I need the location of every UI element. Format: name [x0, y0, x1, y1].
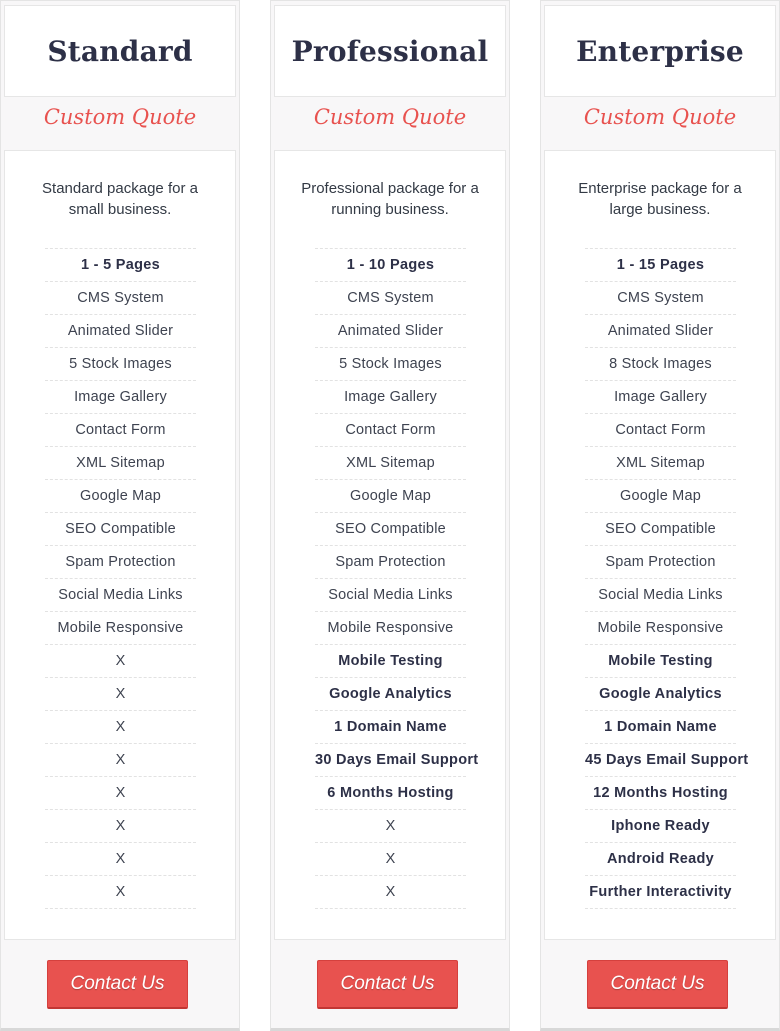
plan-description: Professional package for a running business.	[301, 180, 479, 218]
feature-item: Contact Form	[45, 414, 196, 447]
plan-description: Enterprise package for a large business.	[578, 180, 742, 218]
feature-unavailable: X	[315, 810, 466, 843]
feature-unavailable: X	[45, 810, 196, 843]
contact-us-button[interactable]: Contact Us	[47, 960, 188, 1009]
feature-list	[45, 248, 196, 909]
feature-item: 6 Months Hosting	[315, 777, 466, 810]
feature-item: Google Map	[585, 480, 736, 513]
plan-price: Custom Quote	[43, 105, 197, 129]
feature-item: Social Media Links	[45, 579, 196, 612]
feature-item: Contact Form	[585, 414, 736, 447]
feature-item: 45 Days Email Support	[585, 744, 736, 777]
feature-item: 1 Domain Name	[315, 711, 466, 744]
feature-item: Further Interactivity	[585, 876, 736, 909]
feature-item: SEO Compatible	[45, 513, 196, 546]
feature-item: Spam Protection	[585, 546, 736, 579]
contact-us-button[interactable]: Contact Us	[587, 960, 728, 1009]
plan-header	[274, 5, 506, 97]
feature-unavailable: X	[45, 876, 196, 909]
feature-item: 12 Months Hosting	[585, 777, 736, 810]
feature-unavailable: X	[45, 843, 196, 876]
plan-header	[4, 5, 236, 97]
feature-item: Image Gallery	[315, 381, 466, 414]
feature-item: Google Analytics	[315, 678, 466, 711]
plan-body	[544, 150, 776, 940]
plan-title: Professional	[291, 34, 489, 68]
feature-item: 30 Days Email Support	[315, 744, 466, 777]
feature-item: Iphone Ready	[585, 810, 736, 843]
feature-list	[585, 248, 749, 909]
plan-title: Enterprise	[576, 34, 744, 68]
feature-list	[315, 248, 479, 909]
feature-item: Animated Slider	[315, 315, 466, 348]
feature-item: Social Media Links	[585, 579, 736, 612]
feature-item: Google Map	[45, 480, 196, 513]
feature-item: Social Media Links	[315, 579, 466, 612]
feature-item: Animated Slider	[585, 315, 736, 348]
feature-item: CMS System	[585, 282, 736, 315]
feature-item: Animated Slider	[45, 315, 196, 348]
feature-item: XML Sitemap	[585, 447, 736, 480]
pricing-plan-enterprise	[540, 0, 780, 1031]
feature-item: 5 Stock Images	[315, 348, 466, 381]
plan-body	[274, 150, 506, 940]
feature-item: Mobile Testing	[315, 645, 466, 678]
plan-price: Custom Quote	[313, 105, 467, 129]
feature-item: Spam Protection	[315, 546, 466, 579]
feature-item: SEO Compatible	[315, 513, 466, 546]
feature-unavailable: X	[315, 876, 466, 909]
feature-item: Mobile Responsive	[585, 612, 736, 645]
feature-unavailable: X	[45, 678, 196, 711]
contact-us-button[interactable]: Contact Us	[317, 960, 458, 1009]
feature-item: Google Analytics	[585, 678, 736, 711]
feature-unavailable: X	[315, 843, 466, 876]
feature-unavailable: X	[45, 777, 196, 810]
feature-item: Image Gallery	[45, 381, 196, 414]
feature-item: 1 - 15 Pages	[585, 249, 736, 282]
plan-title: Standard	[47, 34, 193, 68]
feature-item: Contact Form	[315, 414, 466, 447]
feature-item: Mobile Responsive	[315, 612, 466, 645]
feature-item: CMS System	[45, 282, 196, 315]
feature-unavailable: X	[45, 711, 196, 744]
feature-item: Image Gallery	[585, 381, 736, 414]
feature-item: CMS System	[315, 282, 466, 315]
feature-item: SEO Compatible	[585, 513, 736, 546]
feature-item: Android Ready	[585, 843, 736, 876]
pricing-plan-standard	[0, 0, 240, 1031]
feature-item: 5 Stock Images	[45, 348, 196, 381]
feature-unavailable: X	[45, 744, 196, 777]
feature-item: 1 - 5 Pages	[45, 249, 196, 282]
feature-unavailable: X	[45, 645, 196, 678]
feature-item: XML Sitemap	[45, 447, 196, 480]
feature-item: Google Map	[315, 480, 466, 513]
plan-description: Standard package for a small business.	[42, 180, 198, 218]
feature-item: 8 Stock Images	[585, 348, 736, 381]
feature-item: Spam Protection	[45, 546, 196, 579]
feature-item: XML Sitemap	[315, 447, 466, 480]
plan-price: Custom Quote	[583, 105, 737, 129]
feature-item: Mobile Responsive	[45, 612, 196, 645]
feature-item: Mobile Testing	[585, 645, 736, 678]
plan-header	[544, 5, 776, 97]
plan-body	[4, 150, 236, 940]
feature-item: 1 Domain Name	[585, 711, 736, 744]
pricing-plan-professional	[270, 0, 510, 1031]
feature-item: 1 - 10 Pages	[315, 249, 466, 282]
